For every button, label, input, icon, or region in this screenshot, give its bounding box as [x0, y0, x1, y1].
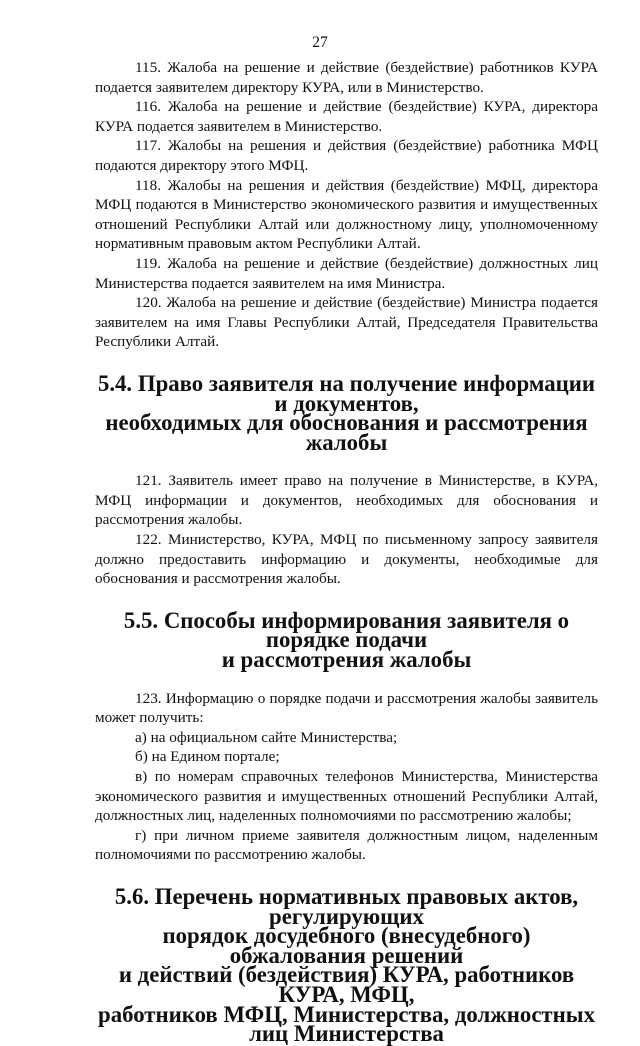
heading-line: и рассмотрения жалобы — [221, 647, 472, 673]
list-item-a: а) на официальном сайте Министерства; — [135, 728, 398, 746]
paragraph-118: 118. Жалобы на решения и действия (бездействие) МФЦ, директора МФЦ подаются в Министерство экономического развития и имущественных отношений Республики Алтай или должностному лицу, уполномоченному нормативным правовым актом Республики Алтай. — [95, 176, 598, 253]
paragraph-121: 121. Заявитель имеет право на получение в Министерстве, в КУРА, МФЦ информации и документов, необходимых для обоснования и рассмотрения жалобы. — [95, 472, 598, 529]
heading-line: 5.4. Право заявителя на получение информации и документов, — [97, 370, 596, 416]
heading-line: 5.6. Перечень нормативных правовых актов, регулирующих — [114, 883, 579, 929]
paragraph-123: 123. Информацию о порядке подачи и рассмотрения жалобы заявитель может получить: — [95, 689, 598, 727]
heading-line: 5.5. Способы информирования заявителя о порядке подачи — [123, 607, 570, 653]
paragraph-122: 122. Министерство, КУРА, МФЦ по письменному запросу заявителя должно предоставить информацию и документы, необходимые для обоснования и рассмотрения жалобы. — [95, 531, 598, 588]
page-number: 27 — [312, 34, 328, 51]
paragraph-117: 117. Жалобы на решения и действия (бездействие) работника МФЦ подаются директору этого МФЦ. — [95, 137, 598, 174]
heading-line: порядок досудебного (внесудебного) обжалования решений — [162, 923, 531, 968]
paragraph-116: 116. Жалоба на решение и действие (бездействие) КУРА, директора КУРА подается заявителем в Министерство. — [95, 98, 598, 135]
section-heading-5-4 — [95, 370, 598, 455]
heading-line: и действий (бездействия) КУРА, работников КУРА, МФЦ, — [118, 962, 575, 1007]
list-item-b: б) на Едином портале; — [135, 748, 280, 766]
spacer — [95, 670, 598, 689]
heading-line: лиц Министерства — [249, 1021, 444, 1046]
heading-line: работников МФЦ, Министерства, должностных — [98, 1001, 595, 1027]
spacer — [95, 452, 598, 471]
paragraph-120: 120. Жалоба на решение и действие (бездействие) Министра подается заявителем на имя Главы Республики Алтай, Председателя Правительства Республики Алтай. — [95, 294, 598, 351]
document-body — [95, 58, 598, 1044]
section-heading-5-6 — [95, 883, 598, 1046]
heading-line: необходимых для обоснования и рассмотрения жалобы — [105, 410, 588, 455]
paragraph-119: 119. Жалоба на решение и действие (бездействие) должностных лиц Министерства подается заявителем на имя Министра. — [95, 254, 598, 292]
paragraph-115: 115. Жалоба на решение и действие (бездействие) работников КУРА подается заявителем директору КУРА, или в Министерство. — [95, 59, 598, 96]
list-item-v: в) по номерам справочных телефонов Министерства, Министерства экономического развития и имущественных отношений Республики Алтай, должностных лиц, наделенных полномочиями по рассмотрению жалобы; — [95, 768, 598, 825]
section-heading-5-5 — [95, 607, 598, 673]
list-item-g: г) при личном приеме заявителя должностным лицом, наделенным полномочиями по рассмотрению жалобы. — [95, 826, 598, 864]
